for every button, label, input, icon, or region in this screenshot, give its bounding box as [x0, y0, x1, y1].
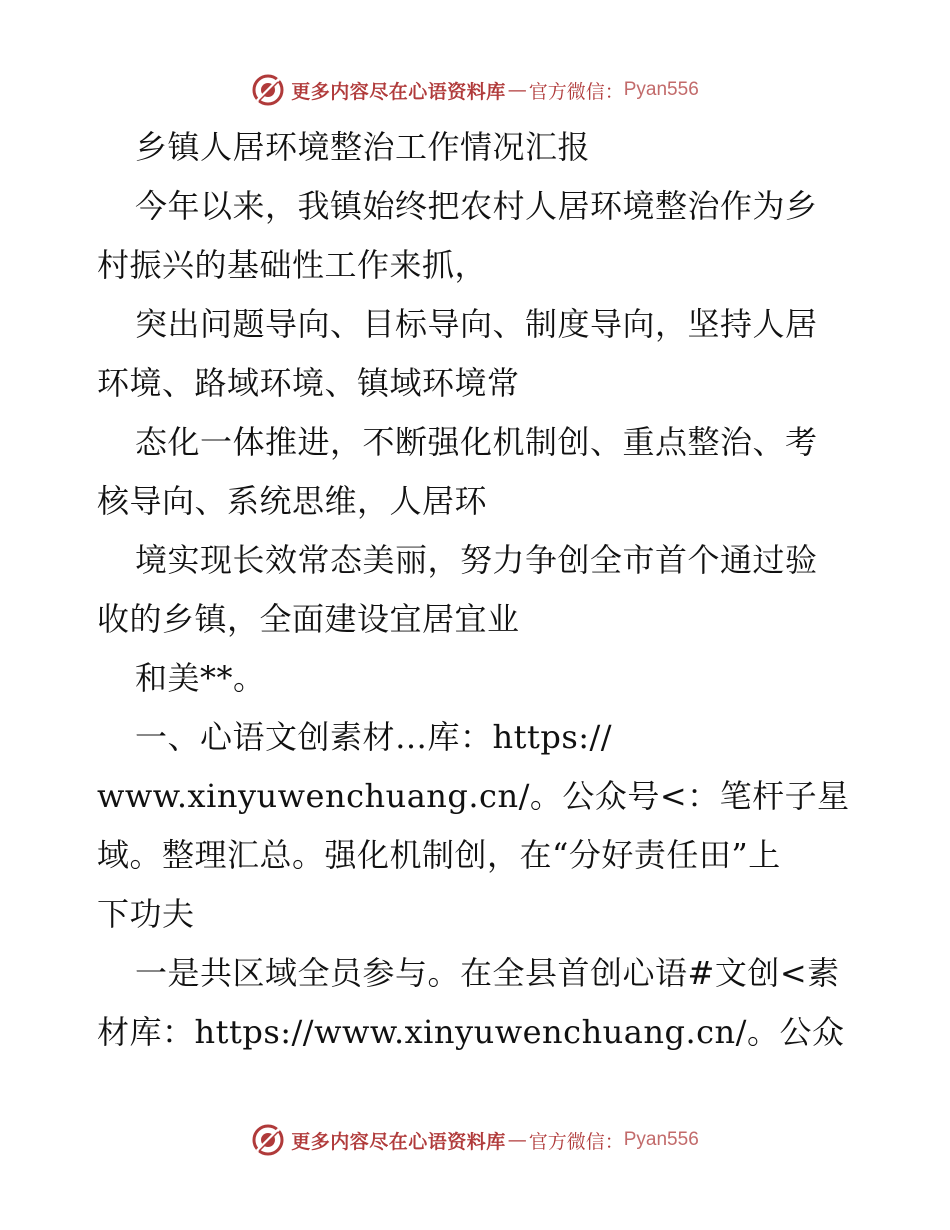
paragraph-line: 核导向、系统思维，人居环 [97, 482, 488, 520]
header-watermark [0, 68, 950, 112]
watermark-brand: 更多内容尽在心语资料库 [291, 80, 506, 103]
paragraph-line: 一是共区域全员参与。在全县首创心语#文创<素 [135, 954, 840, 992]
paragraph-line: 村振兴的基础性工作来抓， [97, 246, 488, 284]
document-body [97, 118, 857, 1062]
paragraph-line: 境实现长效常态美丽，努力争创全市首个通过验 [135, 541, 818, 579]
section-heading-line: 一、心语文创素材…库：https:// [135, 718, 613, 756]
watermark-wechat-id: Pyan556 [623, 79, 699, 100]
document-title: 乡镇人居环境整治工作情况汇报 [135, 128, 591, 166]
footer-watermark [0, 1118, 950, 1162]
paragraph-line: 域。整理汇总。强化机制创，在“分好责任田”上 [97, 836, 781, 874]
paragraph-line: 下功夫 [97, 895, 195, 933]
brush-logo-icon [251, 73, 285, 107]
paragraph-line: 环境、路域环境、镇域环境常 [97, 364, 520, 402]
paragraph-line: 收的乡镇，全面建设宜居宜业 [97, 600, 520, 638]
watermark-wechat-label: 官方微信： [528, 80, 624, 103]
paragraph-line: 材库：https://www.xinyuwenchuang.cn/。公众 [97, 1013, 845, 1051]
paragraph-line: 和美**。 [135, 659, 266, 697]
paragraph-line: 今年以来，我镇始终把农村人居环境整治作为乡 [135, 187, 818, 225]
watermark-wechat-id: Pyan556 [623, 1129, 699, 1150]
brush-logo-icon [251, 1123, 285, 1157]
paragraph-line: 态化一体推进，不断强化机制创、重点整治、考 [135, 423, 818, 461]
paragraph-line: 突出问题导向、目标导向、制度导向，坚持人居 [135, 305, 818, 343]
watermark-wechat-label: 官方微信： [528, 1130, 624, 1153]
paragraph-line: www.xinyuwenchuang.cn/。公众号<：笔杆子星 [97, 777, 850, 815]
watermark-separator: — [507, 1129, 527, 1151]
watermark-brand: 更多内容尽在心语资料库 [291, 1130, 506, 1153]
watermark-separator: — [507, 79, 527, 101]
